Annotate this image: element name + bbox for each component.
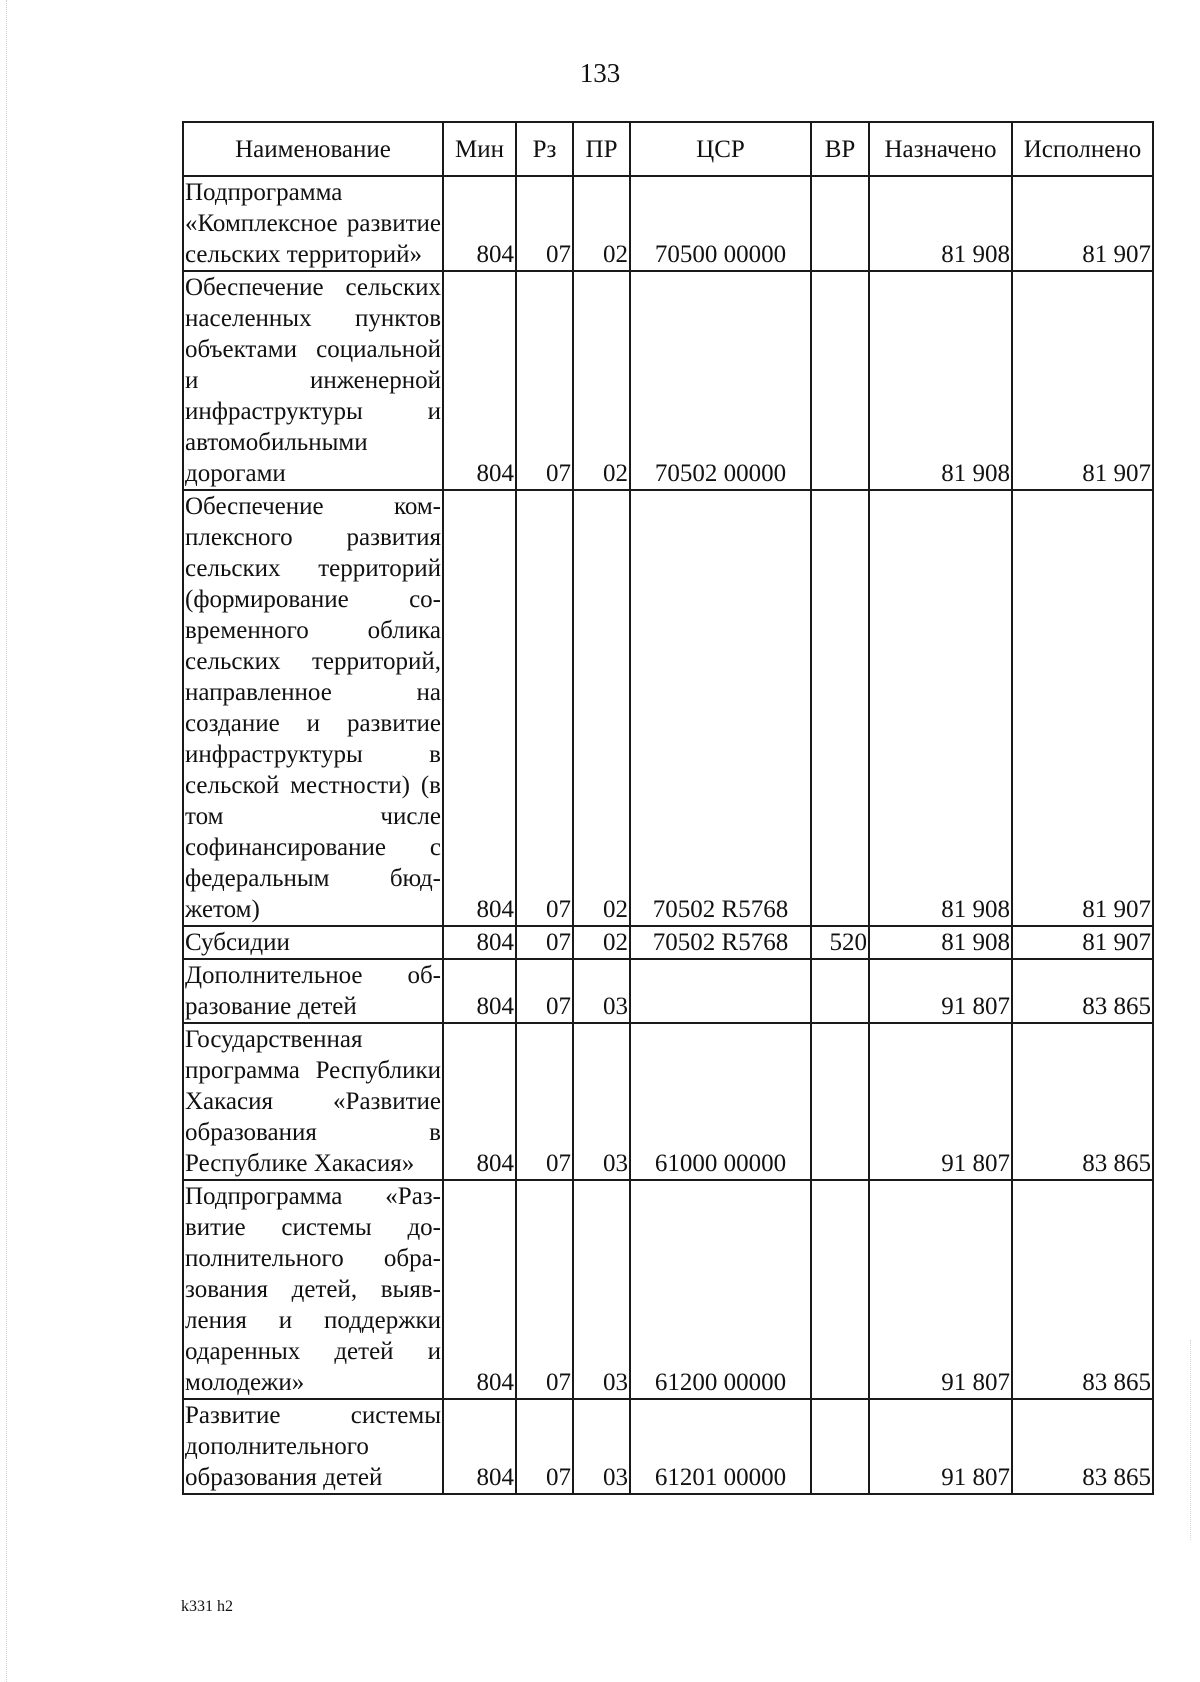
cell-pr: 02 [573, 176, 630, 271]
cell-name: Обеспечение сельских населенных пунктов объектами социальной и инженерной инфраструктуры и автомобильными дорогами [183, 271, 443, 490]
table-body [183, 176, 1153, 1494]
header-rz: Рз [516, 122, 573, 176]
cell-pr: 02 [573, 490, 630, 926]
cell-rz: 07 [516, 959, 573, 1023]
cell-assigned: 91 807 [869, 1399, 1012, 1494]
cell-pr: 03 [573, 1023, 630, 1180]
cell-min: 804 [443, 1399, 516, 1494]
header-min: Мин [443, 122, 516, 176]
table-row [183, 1180, 1153, 1399]
cell-min: 804 [443, 490, 516, 926]
cell-min: 804 [443, 176, 516, 271]
cell-vr [811, 176, 869, 271]
cell-csr: 70502 00000 [630, 271, 811, 490]
cell-min: 804 [443, 1023, 516, 1180]
header-assigned: Назначено [869, 122, 1012, 176]
cell-csr: 61200 00000 [630, 1180, 811, 1399]
cell-rz: 07 [516, 1023, 573, 1180]
cell-executed: 81 907 [1012, 490, 1153, 926]
cell-vr [811, 1399, 869, 1494]
budget-table [182, 121, 1154, 1495]
cell-rz: 07 [516, 490, 573, 926]
cell-name: Подпрограмма «Развитие системы дополнительного образования детей, выявления и поддержки одаренных детей и молодежи» [183, 1180, 443, 1399]
cell-name: Развитие системы дополнительного образования детей [183, 1399, 443, 1494]
header-executed: Исполнено [1012, 122, 1153, 176]
cell-executed: 83 865 [1012, 1180, 1153, 1399]
cell-csr: 70502 R5768 [630, 926, 811, 959]
cell-name: Дополнительное образование детей [183, 959, 443, 1023]
cell-executed: 83 865 [1012, 1023, 1153, 1180]
cell-name: Субсидии [183, 926, 443, 959]
cell-name: Подпрограмма «Комплексное развитие сельских территорий» [183, 176, 443, 271]
header-name: Наименование [183, 122, 443, 176]
table-header [183, 122, 1153, 176]
cell-vr [811, 271, 869, 490]
cell-csr: 61201 00000 [630, 1399, 811, 1494]
cell-csr: 61000 00000 [630, 1023, 811, 1180]
cell-vr [811, 490, 869, 926]
table-row [183, 926, 1153, 959]
cell-assigned: 81 908 [869, 271, 1012, 490]
table-row [183, 271, 1153, 490]
page-number: 133 [579, 58, 621, 88]
table-row [183, 490, 1153, 926]
cell-pr: 03 [573, 1399, 630, 1494]
cell-rz: 07 [516, 1399, 573, 1494]
scan-edge-right [1190, 1340, 1192, 1540]
table-row [183, 959, 1153, 1023]
cell-executed: 83 865 [1012, 1399, 1153, 1494]
cell-assigned: 91 807 [869, 1180, 1012, 1399]
footer-code: k331 h2 [181, 1598, 233, 1615]
cell-pr: 02 [573, 926, 630, 959]
cell-executed: 81 907 [1012, 926, 1153, 959]
cell-min: 804 [443, 959, 516, 1023]
cell-executed: 81 907 [1012, 176, 1153, 271]
cell-rz: 07 [516, 271, 573, 490]
table-row [183, 176, 1153, 271]
header-pr: ПР [573, 122, 630, 176]
cell-rz: 07 [516, 1180, 573, 1399]
cell-executed: 81 907 [1012, 271, 1153, 490]
cell-pr: 03 [573, 959, 630, 1023]
cell-pr: 03 [573, 1180, 630, 1399]
cell-name: Обеспечение комплексного развития сельских территорий (формирование современного облика сельских территорий, направленное на создание и развитие инфраструктуры в сельской местности) (в том числе софинансирование с федеральным бюджетом) [183, 490, 443, 926]
cell-assigned: 91 807 [869, 1023, 1012, 1180]
header-row [183, 122, 1153, 176]
cell-min: 804 [443, 271, 516, 490]
cell-min: 804 [443, 926, 516, 959]
cell-assigned: 81 908 [869, 176, 1012, 271]
cell-min: 804 [443, 1180, 516, 1399]
cell-rz: 07 [516, 926, 573, 959]
table-row [183, 1399, 1153, 1494]
cell-name: Государственная программа Республики Хакасия «Развитие образования в Республике Хакасия» [183, 1023, 443, 1180]
cell-csr: 70502 R5768 [630, 490, 811, 926]
cell-vr [811, 1180, 869, 1399]
cell-vr [811, 1023, 869, 1180]
cell-assigned: 81 908 [869, 490, 1012, 926]
header-vr: ВР [811, 122, 869, 176]
cell-assigned: 91 807 [869, 959, 1012, 1023]
cell-csr [630, 959, 811, 1023]
cell-assigned: 81 908 [869, 926, 1012, 959]
cell-vr [811, 959, 869, 1023]
cell-executed: 83 865 [1012, 959, 1153, 1023]
cell-csr: 70500 00000 [630, 176, 811, 271]
cell-rz: 07 [516, 176, 573, 271]
cell-vr: 520 [811, 926, 869, 959]
table-row [183, 1023, 1153, 1180]
scan-edge-left [6, 0, 8, 1682]
header-csr: ЦСР [630, 122, 811, 176]
cell-pr: 02 [573, 271, 630, 490]
